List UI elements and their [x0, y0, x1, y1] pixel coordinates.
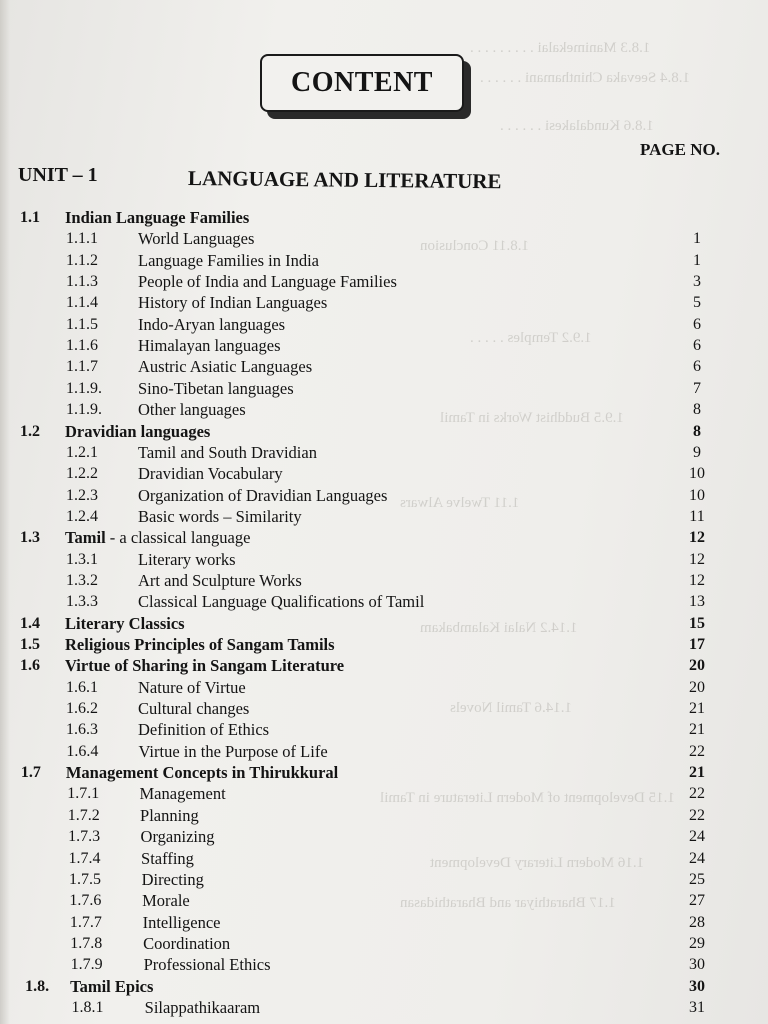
page-number: 9 [693, 443, 701, 461]
subsection-number: 1.2.2 [66, 465, 98, 483]
toc-subsection-row [0, 292, 768, 313]
section-title [65, 655, 344, 676]
subsection-number: 1.7.8 [70, 934, 103, 952]
toc-subsection-row [0, 549, 768, 570]
subsection-number: 1.7.6 [69, 892, 102, 910]
subsection-number: 1.7.2 [67, 806, 100, 824]
toc-subsection-row [0, 506, 768, 527]
toc-subsection-row [0, 869, 768, 890]
toc-subsection-row [0, 485, 768, 506]
subsection-title [138, 719, 269, 740]
title-text-rest: - a classical language [105, 528, 251, 548]
title-text: Silappathikaaram [144, 997, 261, 1017]
subsection-number: 1.6.4 [66, 742, 99, 760]
page-number: 22 [689, 742, 705, 760]
toc-subsection-row [0, 399, 768, 420]
page-number: 12 [689, 550, 705, 568]
subsection-title [138, 485, 387, 506]
page-number: 3 [693, 273, 701, 291]
title-text: Intelligence [142, 912, 221, 932]
subsection-number: 1.2.1 [66, 443, 98, 461]
section-title [65, 207, 249, 228]
subsection-number: 1.7.7 [69, 913, 102, 931]
page-number: 30 [689, 956, 705, 974]
page-number: 28 [689, 913, 705, 931]
subsection-title [138, 378, 294, 399]
page-number: 22 [689, 785, 705, 803]
page-number: 6 [693, 337, 701, 355]
title-text: Virtue in the Purpose of Life [138, 741, 328, 761]
toc-subsection-row [0, 570, 768, 591]
subsection-number: 1.7.3 [68, 828, 101, 846]
page-number: 22 [689, 806, 705, 824]
toc-subsection-row [0, 698, 768, 719]
section-number: 1.7 [20, 764, 41, 782]
page-number: 10 [689, 465, 705, 483]
title-text: Language Families in India [138, 250, 319, 270]
page-number: 25 [689, 870, 705, 888]
page-number: 8 [693, 422, 701, 440]
title-text: Indian Language Families [65, 208, 250, 227]
subsection-title [138, 335, 281, 356]
subsection-title [138, 677, 246, 698]
subsection-title [144, 954, 271, 975]
section-title [65, 527, 250, 548]
toc-section-row [0, 655, 768, 676]
title-text: Himalayan languages [138, 336, 281, 356]
toc-subsection-row [0, 741, 768, 762]
page-number: 29 [689, 934, 705, 952]
title-text: Professional Ethics [143, 955, 271, 975]
page-number: 30 [689, 977, 705, 995]
subsection-title [138, 356, 312, 377]
toc-section-row [0, 976, 768, 997]
toc-subsection-row [0, 848, 768, 869]
toc-section-row [0, 207, 768, 228]
subsection-number: 1.6.3 [66, 721, 98, 739]
title-text: Definition of Ethics [138, 720, 270, 740]
page-number: 7 [693, 379, 701, 397]
title-text: Management [139, 784, 226, 804]
page-number: 15 [689, 614, 705, 632]
page-title: CONTENT [291, 67, 433, 98]
title-text: Literary Classics [65, 613, 185, 633]
toc-subsection-row [0, 356, 768, 377]
subsection-title [138, 570, 302, 591]
subsection-number: 1.1.9. [66, 401, 102, 419]
toc-subsection-row [0, 314, 768, 335]
title-text: Sino-Tibetan languages [138, 378, 294, 398]
title-text: Planning [140, 805, 199, 825]
toc-section-row [0, 762, 768, 783]
page-number: 10 [689, 486, 705, 504]
page-number: 1 [693, 230, 701, 248]
subsection-title [138, 250, 319, 271]
subsection-number: 1.7.5 [68, 870, 101, 888]
toc-subsection-row [0, 826, 768, 847]
subsection-title [141, 848, 194, 869]
title-text: Staffing [141, 848, 194, 868]
page-number: 20 [689, 657, 705, 675]
section-title [65, 613, 185, 634]
toc-section-row [0, 613, 768, 634]
page-number: 11 [689, 507, 705, 525]
subsection-number: 1.2.3 [66, 486, 98, 504]
section-number: 1.4 [20, 614, 40, 632]
subsection-title [138, 314, 285, 335]
page-number: 20 [689, 678, 705, 696]
subsection-number: 1.8.1 [71, 998, 104, 1016]
title-text: History of Indian Languages [138, 293, 328, 313]
subsection-number: 1.1.6 [66, 337, 98, 355]
subsection-title [145, 997, 260, 1018]
subsection-number: 1.1.4 [66, 294, 98, 312]
subsection-title [142, 869, 204, 890]
subsection-number: 1.7.1 [67, 785, 100, 803]
toc-subsection-row [0, 933, 768, 954]
toc-subsection-row [0, 442, 768, 463]
subsection-title [143, 912, 221, 933]
title-text: Tamil [65, 528, 106, 548]
subsection-title [140, 805, 199, 826]
subsection-number: 1.1.9. [66, 379, 102, 397]
page-number: 8 [693, 401, 701, 419]
title-text: Art and Sculpture Works [138, 570, 302, 590]
page-number: 24 [689, 849, 705, 867]
subsection-title [138, 506, 302, 527]
toc-subsection-row [0, 378, 768, 399]
page-number: 21 [689, 764, 705, 782]
page-number: 5 [693, 294, 701, 312]
toc-section-row [0, 634, 768, 655]
toc-subsection-row [0, 783, 768, 804]
toc-section-row [0, 527, 768, 548]
page-number: 6 [693, 358, 701, 376]
section-title [65, 421, 210, 442]
title-text: Coordination [143, 933, 231, 953]
page-number: 21 [689, 700, 705, 718]
toc-subsection-row [0, 271, 768, 292]
subsection-title [138, 591, 424, 612]
subsection-number: 1.3.1 [66, 550, 98, 568]
page-number: 27 [689, 892, 705, 910]
page-number: 6 [693, 315, 701, 333]
section-title [70, 976, 153, 997]
toc-subsection-row [0, 335, 768, 356]
subsection-number: 1.1.7 [66, 358, 98, 376]
subsection-title [138, 442, 317, 463]
subsection-number: 1.7.4 [68, 849, 101, 867]
title-text: Dravidian Vocabulary [138, 464, 283, 484]
subsection-number: 1.1.2 [66, 251, 98, 269]
title-text: Morale [142, 891, 190, 911]
section-number: 1.2 [20, 422, 40, 440]
page-number: 24 [689, 828, 705, 846]
subsection-title [142, 890, 190, 911]
toc-section-row [0, 421, 768, 442]
subsection-number: 1.1.1 [66, 230, 98, 248]
title-text: Religious Principles of Sangam Tamils [65, 635, 335, 654]
toc-subsection-row [0, 250, 768, 271]
document-page: 1.8.3 Manimekalai . . . . . . . . . 1.8.4 Seevaka Chinthamani . . . . . . 1.8.6 Kundalakesi . . . . . . 1.8.11 Conclusion 1.9.2 Temples . . . . . 1.9.5 Buddhist Works in Tamil 1.11 Twelve Alwars 1.14.2 Nalai Kalambakam 1.14.6 Tamil Novels 1.15 Development of Modern Literature in Tamil 1.16 Modern Literary Development 1.17 Bharathiyar and Bharathidasan CONTENT PAGE NO. UNIT – 1 LANGUAGE AND LITERATURE 1.1 Indian Language Families 1.1.1 World Languages 1 1.1.2 Language Families in India 1 1.1.3 People of India and Language Families 3 1.1.4 History of Indian Languages 5 1.1.5 Indo-Aryan languages 6 1.1.6 Himalayan languages 6 1.1.7 Austric Asiatic Languages 6 1.1.9. Sino-Tibetan languages 7 1.1.9. Other languages 8 1.2 Dravidian languages 8 1.2.1 Tamil and South Dravidian 9 1.2.2 Dravidian Vocabulary 10 1.2.3 Organization of Dravidian Languages 10 1.2.4 Basic words – Similarity 11 1.3 Tamil - a classical language 12 1.3.1 Literary works 12 1.3.2 Art and Sculpture Works 12 1.3.3 Classical Language Qualifications of Tamil 13 1.4 Literary Classics 15 1.5 Religious Principles of Sangam Tamils 17 1.6 Virtue of Sharing in Sangam Literature 20 1.6.1 Nature of Virtue 20 1.6.2 Cultural changes 21 1.6.3 Definition of Ethics 21 1.6.4 Virtue in the Purpose of Life 22 1.7 Management Concepts in Thirukkural 21 1.7.1 Management 22 1.7.2 Planning 22 1.7.3 Organizing 24 1.7.4 Staffing 24 1.7.5 Directing 25 1.7.6 Morale 27 1.7.7 Intelligence 28 1.7.8 Coordination 29 1.7.9 Professional Ethics 30 1.8. Tamil Epics 30 1.8.1 Silappathikaaram 31 [0, 0, 768, 1024]
title-text: World Languages [138, 229, 255, 249]
page-number: 21 [689, 721, 705, 739]
section-number: 1.1 [20, 209, 40, 226]
subsection-number: 1.6.1 [66, 678, 98, 696]
section-title [65, 634, 335, 655]
subsection-title [138, 698, 249, 719]
subsection-title [141, 826, 215, 847]
toc-subsection-row [0, 890, 768, 911]
title-text: Organizing [140, 827, 215, 847]
title-text: Nature of Virtue [138, 677, 246, 697]
page-number: 17 [689, 636, 705, 653]
section-number: 1.3 [20, 529, 40, 547]
unit-title: LANGUAGE AND LITERATURE [187, 166, 502, 194]
title-text: Basic words – Similarity [138, 506, 302, 526]
section-number: 1.8. [25, 977, 50, 995]
title-text: Virtue of Sharing in Sangam Literature [65, 656, 345, 676]
toc-subsection-row [0, 677, 768, 698]
subsection-title [138, 228, 254, 249]
page-number: 13 [689, 593, 705, 611]
subsection-title [138, 292, 327, 313]
subsection-number: 1.1.3 [66, 273, 98, 291]
subsection-number: 1.6.2 [66, 700, 98, 718]
page-number: 1 [693, 251, 701, 269]
unit-number: UNIT – 1 [18, 164, 98, 186]
subsection-title [138, 271, 397, 292]
title-text: Classical Language Qualifications of Tamil [138, 592, 425, 612]
title-text: Tamil Epics [70, 976, 154, 996]
toc-subsection-row [0, 805, 768, 826]
subsection-title [143, 933, 230, 954]
subsection-title [138, 741, 327, 762]
toc-subsection-row [0, 228, 768, 249]
toc-subsection-row [0, 463, 768, 484]
subsection-number: 1.2.4 [66, 507, 98, 525]
section-number: 1.5 [20, 636, 40, 653]
title-text: Cultural changes [138, 699, 250, 719]
toc-subsection-row [0, 719, 768, 740]
title-text: Directing [141, 869, 204, 889]
subsection-title [140, 783, 226, 804]
page-number-header: PAGE NO. [640, 140, 720, 159]
toc-subsection-row [0, 997, 768, 1018]
title-text: Organization of Dravidian Languages [138, 485, 388, 505]
title-text: Management Concepts in Thirukkural [65, 763, 339, 783]
subsection-title [138, 399, 246, 420]
title-text: Tamil and South Dravidian [138, 442, 317, 462]
page-number: 31 [689, 998, 705, 1016]
toc-subsection-row [0, 954, 768, 975]
subsection-number: 1.1.5 [66, 315, 98, 333]
title-text: Dravidian languages [65, 421, 211, 441]
subsection-number: 1.3.2 [66, 571, 98, 589]
toc-subsection-row [0, 912, 768, 933]
toc-subsection-row [0, 591, 768, 612]
page-number: 12 [689, 529, 705, 547]
page-number: 12 [689, 571, 705, 589]
title-text: Indo-Aryan languages [138, 314, 286, 334]
subsection-title [138, 463, 283, 484]
subsection-title [138, 549, 236, 570]
title-text: Other languages [138, 400, 246, 420]
subsection-number: 1.3.3 [66, 593, 98, 611]
title-text: Austric Asiatic Languages [138, 357, 313, 377]
section-number: 1.6 [20, 657, 40, 675]
title-text: People of India and Language Families [138, 272, 397, 292]
title-text: Literary works [138, 549, 236, 569]
section-title [66, 762, 338, 783]
subsection-number: 1.7.9 [70, 956, 103, 974]
content-title-box [260, 54, 464, 112]
